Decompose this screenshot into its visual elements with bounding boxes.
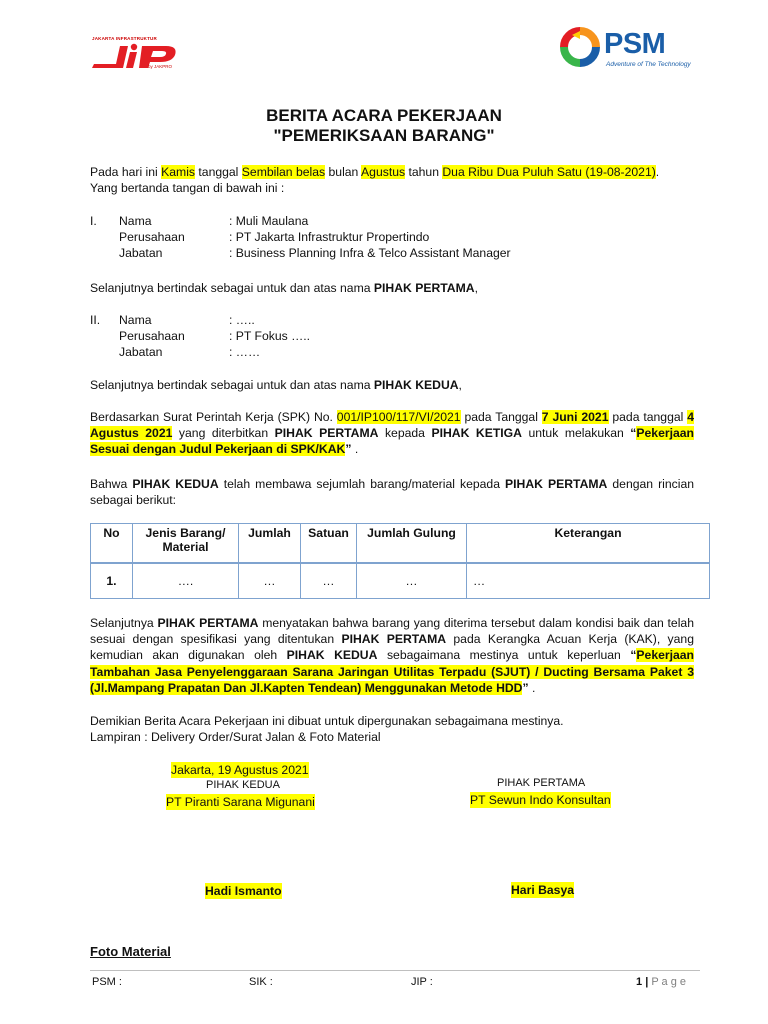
spk-text: pada Tanggal [460, 410, 542, 424]
psm-logo-text: PSM [604, 28, 666, 60]
party-one-name-label: Nama [119, 214, 152, 228]
statement-party-one: PIHAK PERTAMA [157, 616, 259, 630]
spk-text: untuk melakukan [521, 426, 631, 441]
footer-divider [90, 970, 700, 971]
party-one-company-label: Perusahaan [119, 230, 185, 244]
table-cell-no: 1. [91, 563, 133, 599]
table-header-unit: Satuan [301, 524, 357, 564]
spk-text: pada tanggal [608, 410, 688, 424]
intro-text: Pada hari ini [90, 165, 162, 179]
table-header-row [91, 524, 710, 564]
footer-jip: JIP : [411, 976, 433, 988]
document-subtitle: "PEMERIKSAAN BARANG" [273, 126, 495, 145]
statement-party-two: PIHAK KEDUA [286, 648, 378, 663]
delivery-paragraph [90, 476, 694, 508]
statement-quote: “ [630, 648, 637, 663]
intro-month: Agustus [361, 165, 406, 179]
intro-paragraph [90, 164, 710, 196]
spk-party-three: PIHAK KETIGA [431, 426, 522, 441]
party-two-company-label: Perusahaan [119, 329, 185, 343]
footer-sik: SIK : [249, 976, 273, 988]
intro-year: Dua Ribu Dua Puluh Satu (19-08-2021) [442, 165, 656, 179]
party-one-role-line [90, 280, 478, 296]
signature-right-company: PT Sewun Indo Konsultan [470, 793, 611, 807]
delivery-text: dengan rincian sebagai berikut: [90, 477, 695, 508]
signature-right-role: PIHAK PERTAMA [497, 777, 586, 789]
table-cell-rolls: … [357, 563, 467, 599]
statement-quote: ” [522, 680, 529, 695]
statement-paragraph [90, 615, 694, 696]
party-one-position-label: Jabatan [119, 246, 163, 260]
statement-text: Selanjutnya [90, 616, 158, 630]
party-two-position-label: Jabatan [119, 345, 163, 359]
spk-text: yang diterbitkan [172, 426, 275, 441]
table-cell-material: …. [133, 563, 239, 599]
page-label: P a g e [651, 976, 686, 988]
role-party: PIHAK PERTAMA [373, 281, 475, 295]
role-text: Selanjutnya bertindak sebagai untuk dan atas nama [90, 378, 374, 392]
table-cell-unit: … [301, 563, 357, 599]
attachment-line: Lampiran : Delivery Order/Surat Jalan & Foto Material [90, 730, 381, 744]
statement-party-one: PIHAK PERTAMA [341, 632, 447, 647]
intro-line2: Yang bertanda tangan di bawah ini : [90, 181, 285, 196]
statement-job-title: Pekerjaan Tambahan Jasa Penyelenggaraan Sarana Jaringan Utilitas Terpadu (SJUT) / Ducting Bersama Paket 3 (Jl.Mampang Prapatan Dan Jl.Kapten Tendean) Menggunakan Metode HDD [90, 648, 694, 695]
intro-text: bulan [325, 165, 362, 179]
role-text: , [474, 281, 478, 295]
table-header-notes: Keterangan [467, 524, 710, 564]
table-row [91, 563, 710, 599]
delivery-text: Bahwa [90, 477, 133, 491]
party-two-position-value: : …… [229, 345, 261, 359]
role-text: , [458, 378, 462, 392]
spk-quote: “ [630, 426, 637, 441]
document-title: BERITA ACARA PEKERJAAN [266, 106, 502, 125]
delivery-text: telah membawa sejumlah barang/material kepada [218, 477, 506, 491]
page-number: 1 [636, 976, 643, 988]
closing-line: Demikian Berita Acara Pekerjaan ini dibuat untuk dipergunakan sebagaimana mestinya. [90, 714, 564, 728]
footer-psm: PSM : [92, 976, 122, 988]
psm-logo-tagline: Adventure of The Technology [606, 61, 691, 68]
intro-day: Kamis [161, 165, 196, 179]
signature-right-name: Hari Basya [511, 883, 575, 897]
table-header-quantity: Jumlah [239, 524, 301, 564]
signature-place-date: Jakarta, 19 Agustus 2021 [171, 763, 309, 777]
statement-text: sebagaimana mestinya untuk keperluan [377, 648, 631, 663]
party-one-position-value: : Business Planning Infra & Telco Assistant Manager [229, 246, 511, 260]
materials-table [90, 523, 710, 599]
spk-number: 001/IP100/117/VI/2021 [336, 410, 461, 424]
spk-job-title: Pekerjaan Sesuai dengan Judul Pekerjaan di SPK/KAK [90, 426, 694, 457]
spk-party-one: PIHAK PERTAMA [274, 426, 379, 441]
party-one-name-value: : Muli Maulana [229, 214, 309, 228]
delivery-party-one: PIHAK PERTAMA [505, 477, 608, 491]
jip-logo-tagline: JAKARTA INFRASTRUKTUR [92, 36, 157, 41]
psm-logo-ring [560, 27, 600, 67]
jip-logo [90, 36, 190, 72]
table-cell-quantity: … [239, 563, 301, 599]
statement-text: pada Kerangka Acuan Kerja (KAK), yang kemudian akan digunakan oleh [90, 632, 694, 663]
table-header-material: Jenis Barang/ Material [133, 524, 239, 564]
party-two-role-line [90, 377, 462, 393]
table-header-no: No [91, 524, 133, 564]
spk-paragraph [90, 409, 694, 458]
footer-page-number [636, 976, 686, 988]
party-two-name-value: : ….. [229, 313, 255, 327]
photo-section-heading: Foto Material [90, 944, 171, 959]
party-two-name-label: Nama [119, 313, 152, 327]
spk-text: Berdasarkan Surat Perintah Kerja (SPK) No. [90, 410, 337, 424]
statement-text: menyatakan bahwa barang yang diterima tersebut dalam kondisi baik dan telah sesuai dengan spesifikasi yang ditentukan [90, 616, 694, 647]
party-two-number: II. [90, 313, 101, 327]
intro-date: Sembilan belas [241, 165, 326, 179]
spk-text: kepada [378, 426, 432, 441]
role-party: PIHAK KEDUA [373, 378, 459, 392]
table-cell-notes: … [467, 563, 710, 599]
role-text: Selanjutnya bertindak sebagai untuk dan atas nama [90, 281, 374, 295]
delivery-party-two: PIHAK KEDUA [132, 477, 219, 491]
party-one-number: I. [90, 214, 97, 228]
psm-logo [560, 26, 700, 70]
spk-text: . [351, 442, 359, 457]
signature-left-role: PIHAK KEDUA [206, 779, 280, 791]
party-two-company-value: : PT Fokus ….. [229, 329, 311, 343]
intro-text: tahun [405, 165, 443, 179]
signature-left-company: PT Piranti Sarana Migunani [166, 795, 315, 809]
spk-date: 7 Juni 2021 [541, 410, 609, 424]
jip-logo-by: by JAKPRO [148, 64, 173, 69]
table-header-rolls: Jumlah Gulung [357, 524, 467, 564]
intro-text: tanggal [195, 165, 242, 179]
statement-text: . [528, 680, 536, 695]
spk-quote: ” [345, 442, 352, 457]
page-separator: | [645, 976, 649, 988]
spk-issue-date: 4 Agustus 2021 [90, 410, 694, 441]
party-one-company-value: : PT Jakarta Infrastruktur Propertindo [229, 230, 430, 244]
signature-left-name: Hadi Ismanto [205, 884, 282, 898]
intro-text: . [655, 165, 660, 179]
